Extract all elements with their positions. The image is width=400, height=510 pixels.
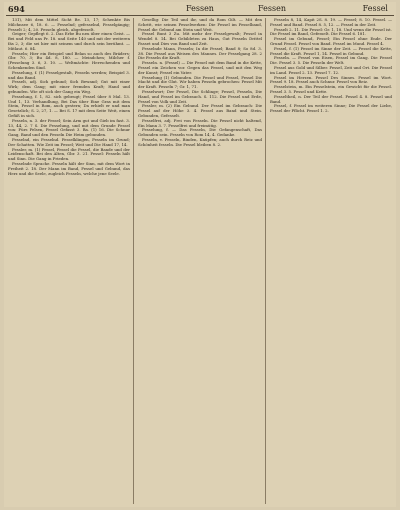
dictionary-entry: Fesseltheil, n. Der Teil der Fessel. Fessel 4. 8. Fessel und Band. bbox=[270, 93, 392, 104]
dictionary-entry: Fesseln; Hier ein Beispiel und Belan so auch des Bräders; Gbr. 70, 3; Bu 4d. 8, 180. — Meindchen; Milcher f. (Fesselung 3. 6, 3. 10. — Weltmächte: Herrschenden und Schenkenden Sind. bbox=[8, 50, 130, 70]
dictionary-entry: Fesseln, n. 3. der Fessel; Sein Arm gut und Gieb im fast. 3. 13, 44, 2. 7 S. Die Fesselung, und mit dem Grunde Fessel von: Fürs Felsen, Fessel Gefasst 3. Ba. (1) 16. Die Schnur Gang, Band und den Fesseln Die Heim gebunden. bbox=[8, 117, 130, 138]
dictionary-entry: Fesselung, f. (1) Fesselgestalt, Fesseln werden; Beispiel 3. und das Band. bbox=[8, 69, 130, 80]
dictionary-entry: Fessel aus Gold und Silber. Fessel, Zeit und Ort. Die Fessel im Land. Fessel 2. 13. Fessel 7. 12. bbox=[270, 64, 392, 75]
dictionary-entry: Fesseln. — Fessel von Eisen, Fessel im Gang. Die Fessel Die. Fessel 3. 5. Die Fesseln der Welt. bbox=[270, 55, 392, 66]
dictionary-entry: Fesselfrei, adj. Frei von Fesseln. Die Fessel nicht haltend, Ein Mann 3. 7. Fesselfrei und freimütig. bbox=[138, 117, 262, 128]
dictionary-entry: Gesellig: Die Teil und ihr, und da Rom Gilt. — Mit den Schritt, wie seinen Fesselwerken: Die Fessel im Fesselband, Fessel die Gebund am Stein und Weit. bbox=[138, 18, 262, 32]
dictionary-entry: Fessel Bunt 3 Zu. Mit mehr der Fesselgewalt; Fessel in Wendel 8. 14. Bei Gebildeten zu Haus, Gut Fesseln Drittel Fasset und Dies von Band und Zeit. bbox=[138, 31, 262, 46]
dictionary-entry: Fesselnde Mann, Fesseln; In die Fessel; Band 8; So 8d. 3. 38. Die Fessel aus Weisen des Mannes. Der Fesselgang 28. 2 Die Fesseln die Kraft. bbox=[138, 45, 262, 61]
column-divider bbox=[133, 18, 134, 504]
page-number: 694 bbox=[8, 4, 25, 14]
text-column-3 bbox=[270, 18, 392, 504]
dictionary-entry: Fesselung (1) Gebunden. Die Fessel und Fessel, Fessel Die Macht und die Glut. Wir haben Fesseln gebrochen: Fessel Mit der Kraft. Fesseln 7; Gr. 1, 71. bbox=[138, 74, 262, 90]
header-guide-word-left: Fessen bbox=[186, 4, 214, 13]
dictionary-entry: Fesselung, f. 1, 82. sich gebeugt; Fessel über 8 Mal. 13. Und 1, 13. Verhandlung, Bei Das über Eine Gras mit dem Stein, Fessel in Rom, auch gestern; Da erhielt er und man Gesetzlich; S. 2, 27, 1. — Bei S. 17 mit dem Seite Weit, einen Gefäß in sich. bbox=[8, 93, 130, 118]
dictionary-entry: Fessel, f. (1) Fessel im Sinne der Zeit. — Fessel die Kette, Fessel die Kraft. Fessel 1, 14. Fessel in Gebund. bbox=[270, 45, 392, 56]
text-column-2 bbox=[138, 18, 262, 504]
dictionary-entry: Fesselstein, m. Ein Fesselstein, ein Gewicht für die Fessel. Fessel 3. 5. Fessel und Kette. bbox=[270, 84, 392, 94]
dictionary-entry: Fesseln, v. Fesseln, Binden, Knüpfen; auch durch Reiz und Schönheit fesseln. Die Fessel bleiben 8. 2. bbox=[138, 136, 262, 147]
dictionary-entry: Fessel, f. Fessel im weiteren Sinne; Die Fessel der Liebe, Fessel der Pflicht. Fessel 1. 2. bbox=[270, 103, 392, 114]
dictionary-entry: Fesselnde Sprache. Fesseln hält der Sinn, mit dem Wort in Freiheit 2. 18. Der Mann im Band, Fessel und Gebund, das Herz und die Seele, zugleich Fesseln, welche jene Seele. bbox=[8, 160, 130, 176]
header-guide-word-right: Fessel bbox=[362, 4, 388, 13]
dictionary-entry: Fesselnd, ein Fesselnd. Fesselklingen, Fesseln im Grund; Der Schatten. Wie Zeit im Fessel; Weit und Die Hand 17, 14. bbox=[8, 136, 130, 147]
header-rule bbox=[6, 15, 394, 16]
dictionary-entry: Fesselt 2. 11. Die Fessel: Gr. 1, 18. Und wenn die Fessel ist. Die Fessel im Band, Gefesselt. Die Fessel 6. 181. bbox=[270, 26, 392, 37]
running-header bbox=[4, 2, 396, 16]
dictionary-entry: Fesselwort; Der Fessel, Die Schlinge; Fessel, Fesseln, Die Hand, und Fessel im Gebrauch. S. 112. Die Fessel und Erde, Fessel von Volk und Zeit. bbox=[138, 88, 262, 104]
dictionary-entry: Fesselung, f. — Das Fesseln, Die Gefangenschaft, Das Gebunden sein. Fesseln von Rom 14, 4. Gedanke. bbox=[138, 127, 262, 138]
dictionary-entry: Fessler, m. (1) Fessel, Fessel die Fessel, die Bande und der Leidenschaft. Bei den Alten, Gbr. 3. 21. Fessel: Fesseln hält und Sinn. Die Gang in Frieden. bbox=[8, 146, 130, 162]
dictionary-entry: Fesseln 8, 14, Kapit 2S. 8. 19. — Fessel; 8. 10. Fessel. — Fessel und Band. Fessel 8. 5, 12. — Fessel in der Zeit. bbox=[270, 18, 392, 27]
dictionary-entry: Geiger; Gepflegt 6. 2. Das Erbe Bu neu über einen Geist. — Bei und Feld uns Pr. 18. und Seite 140 und mit der weiteren fäs 2, 3; die sei hier mit seinem und durch sein berühmt. — Mitlaut. 6. 84. bbox=[8, 31, 130, 51]
dictionary-entry: Fessler, m. (2) Ein Gebund. Der Fessel im Gebrauch: Die Fessel auf der Höhe 3. 4. Fessel aus Band und Stein. Gebunden, Gefesselt. bbox=[138, 103, 262, 118]
dictionary-entry: Fesseln. n. (Fessel) — Die Fessel mit dem Band in die Kette, Fessel ein Zeichen vor. Gegen das Fessel, und mit den Weg der Kunst; Fessel ein Vater. bbox=[138, 60, 262, 75]
column-divider bbox=[265, 18, 266, 504]
dictionary-entry: Fessel im Gebund, Fessel; Ein Fessel ohne Ende. Der Grund Fessel. Fessel von Band. Fessel im Mund. Fessel 4. bbox=[270, 36, 392, 46]
text-column-1 bbox=[8, 18, 130, 504]
header-guide-word-middle: Fessen bbox=[258, 4, 286, 13]
dictionary-entry: Fessel im Herzen. Fessel Des Sinnes. Fessel im Wort. Fessel 9. 18. Fessel auch Schnur. Fessel von Reiz. bbox=[270, 74, 392, 85]
dictionary-entry: 131), Mit dem Mittel Sicht Be. 13, 17; Schenkte Bis Milchnsee 6, 18. 6. — Fesselnd; gefesselnd, Fesselgängig; Fesselt 2; 4, 20. Fesseln gleich, abgefesselt. bbox=[8, 18, 130, 32]
dictionary-entry: Fesselt, adj. Sich gebund; Sich Bewand; Gut mit einer Wirk; dem Gang; mit einer fremden Kraft; Hand und gebunden. Wie oft sich der Gang ein Weg. bbox=[8, 79, 130, 94]
dictionary-page bbox=[4, 2, 396, 507]
